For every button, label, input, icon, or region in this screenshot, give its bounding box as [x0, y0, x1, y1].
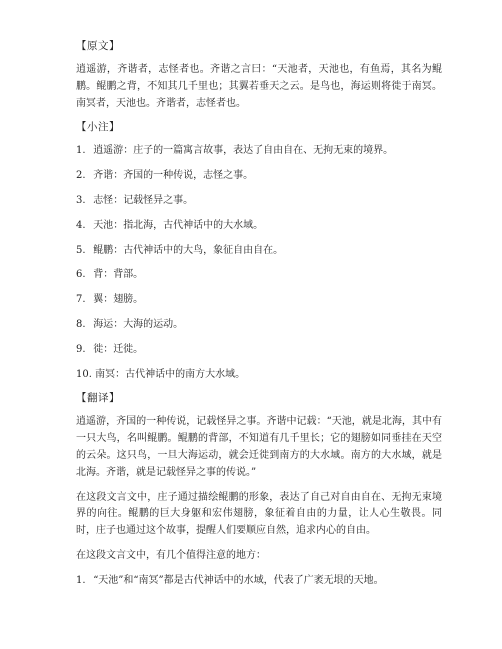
original-heading: 【原文】: [76, 40, 120, 52]
note-term: 徙: [93, 343, 104, 355]
note-item: 8. 海运：大海的运动。: [76, 318, 184, 330]
note-number: 2.: [76, 170, 86, 182]
note-number: 1.: [76, 145, 86, 157]
note-number: 8.: [76, 318, 86, 330]
point-number: 1.: [76, 574, 86, 586]
translation-paragraph-3: 在这段文言文中，有几个值得注意的地方：: [76, 549, 266, 561]
notes-list: [76, 143, 442, 381]
note-term: 齐谐: [93, 170, 114, 182]
note-definition: 古代神话中的南方大水域。: [125, 368, 246, 380]
note-number: 9.: [76, 343, 86, 355]
note-definition: 指北海，古代神话中的大水域。: [123, 219, 264, 231]
note-term: 天池: [93, 219, 114, 231]
note-definition: 庄子的一篇寓言故事，表达了自由自在、无拘无束的境界。: [133, 145, 394, 157]
note-item: 2. 齐谐：齐国的一种传说，志怪之事。: [76, 170, 254, 182]
note-item: 6. 背：背部。: [76, 269, 144, 281]
note-number: 3.: [76, 194, 86, 206]
note-definition: 古代神话中的大鸟，象征自由自在。: [123, 244, 284, 256]
note-term: 南冥: [95, 368, 116, 380]
note-term: 逍遥游: [93, 145, 124, 157]
note-definition: 记载怪异之事。: [123, 194, 194, 206]
note-item: 1. 逍遥游：庄子的一篇寓言故事，表达了自由自在、无拘无束的境界。: [76, 145, 394, 157]
note-definition: 大海的运动。: [123, 318, 184, 330]
note-definition: 迁徙。: [113, 343, 144, 355]
note-number: 6.: [76, 269, 86, 281]
note-item: 4. 天池：指北海，古代神话中的大水域。: [76, 219, 264, 231]
note-term: 背: [93, 269, 104, 281]
note-term: 海运: [93, 318, 114, 330]
note-term: 鲲鹏: [93, 244, 114, 256]
notes-heading: 【小注】: [76, 121, 120, 134]
note-definition: 背部。: [113, 269, 144, 281]
translation-paragraph-2: 在这段文言文中，庄子通过描绘鲲鹏的形象，表达了自己对自由自在、无拘无束境界的向往。鲲鹏的巨大身躯和宏伟翅膀，象征着自由的力量，让人心生敬畏。同时，庄子也通过这个故事，提醒人们要顺应自然，追求内心的自由。: [76, 491, 442, 537]
note-term: 翼: [93, 294, 104, 306]
note-definition: 翅膀。: [113, 294, 144, 306]
note-number: 10.: [76, 368, 92, 380]
note-item: 3. 志怪：记载怪异之事。: [76, 194, 194, 206]
note-number: 5.: [76, 244, 86, 256]
note-number: 4.: [76, 219, 86, 231]
note-item: 5. 鲲鹏：古代神话中的大鸟，象征自由自在。: [76, 244, 284, 256]
original-text: 逍遥游，齐谐者，志怪者也。齐谐之言曰：“天池者，天池也，有鱼焉，其名为鲲鹏。鲲鹏之背，不知其几千里也；其翼若垂天之云。是鸟也，海运则将徙于南冥。南冥者，天池也。齐谐者，志怪者也。: [76, 64, 442, 109]
note-term: 志怪: [93, 194, 114, 206]
point-item: [76, 573, 442, 588]
point-text: “天池”和“南冥”都是古代神话中的水域，代表了广袤无垠的天地。: [93, 574, 384, 586]
note-item: 7. 翼：翅膀。: [76, 294, 144, 306]
note-item: 9. 徙：迁徙。: [76, 343, 144, 355]
translation-heading: 【翻译】: [76, 392, 120, 405]
note-definition: 齐国的一种传说，志怪之事。: [123, 170, 254, 182]
note-item: 10. 南冥：古代神话中的南方大水域。: [76, 368, 246, 380]
translation-paragraph-1: 逍遥游，齐国的一种传说，记载怪异之事。齐谐中记载：“天池，就是北海，其中有一只大鸟，名叫鲲鹏。鲲鹏的背部，不知道有几千里长；它的翅膀如同垂挂在天空的云朵。这只鸟，一旦大海运动，就会迁徙到南方的大水域。南方的大水域，就是北海。齐谐，就是记载怪异之事的传说。”: [76, 416, 442, 478]
note-number: 7.: [76, 294, 86, 306]
